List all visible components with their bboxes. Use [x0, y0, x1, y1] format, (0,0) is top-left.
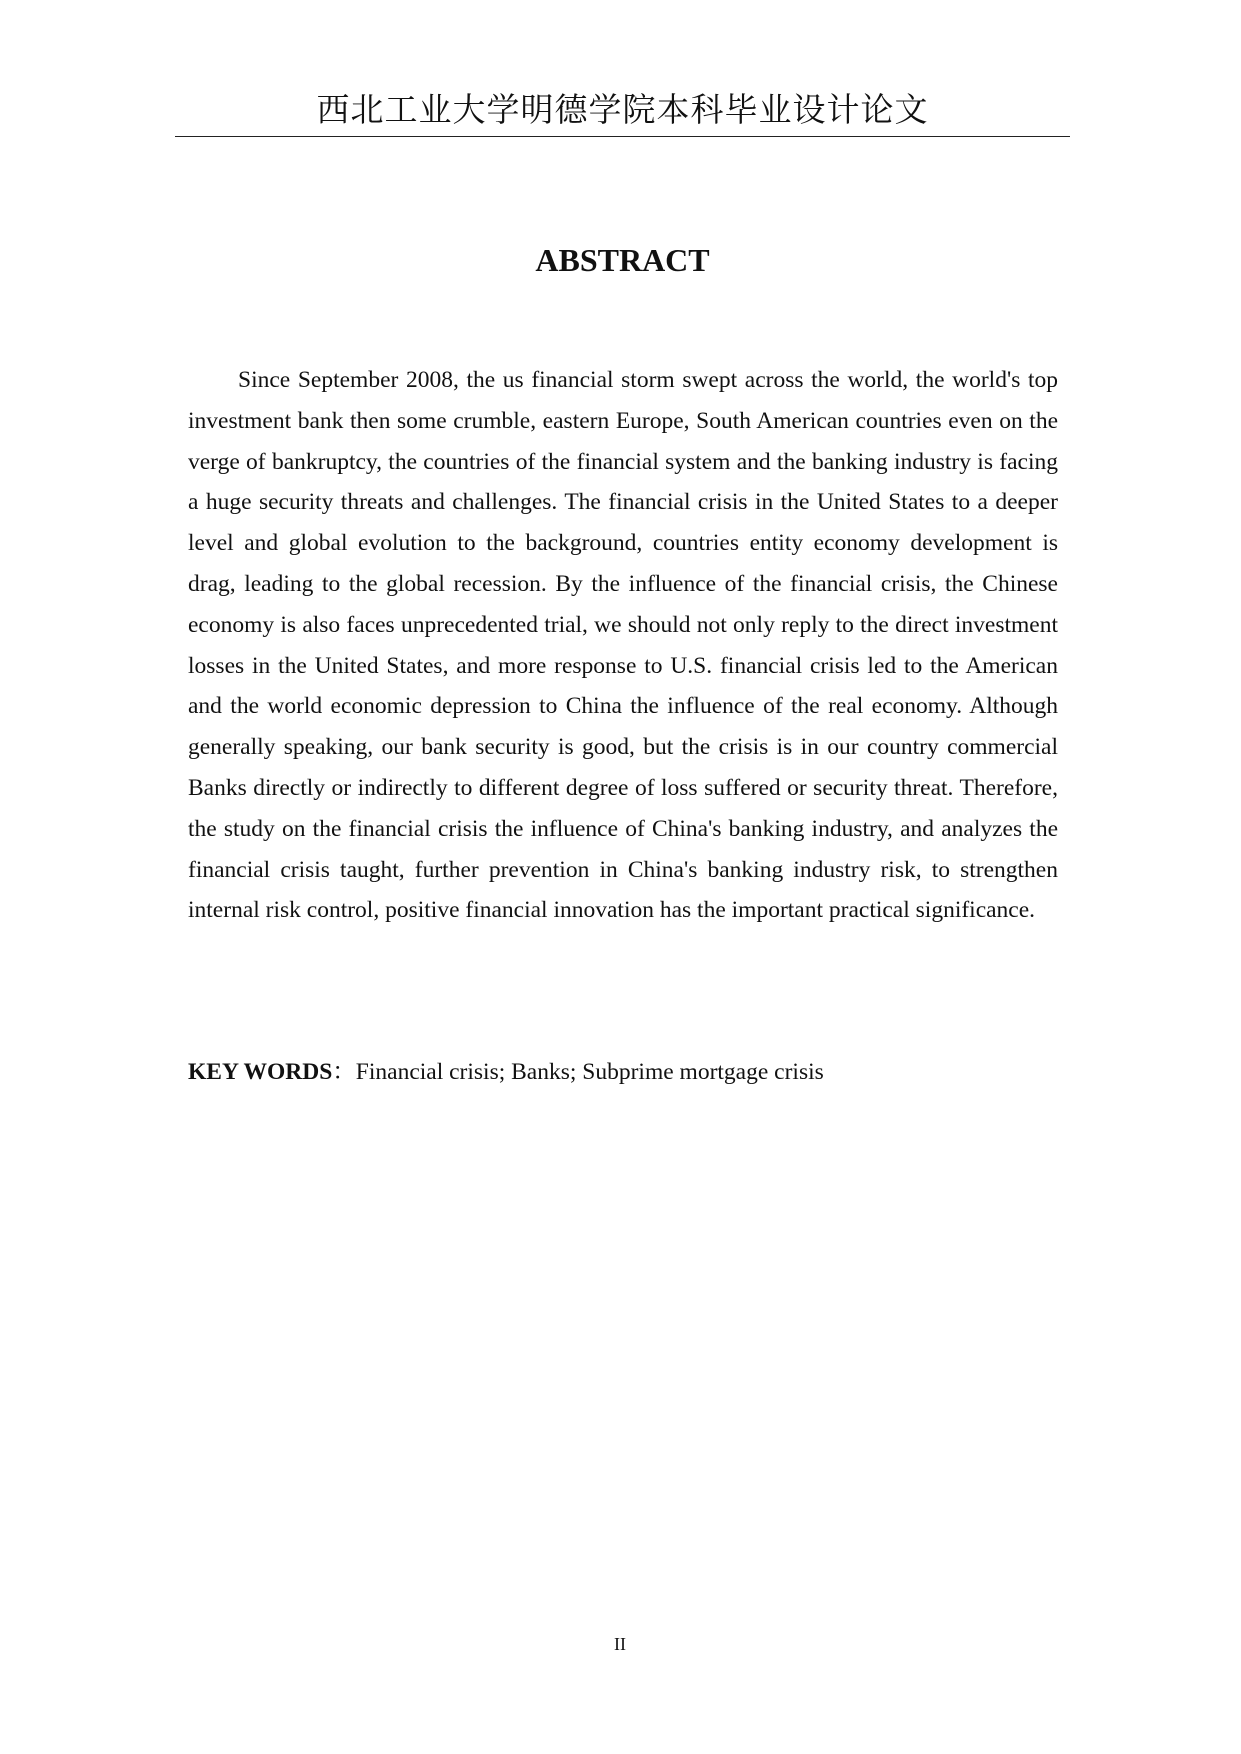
keywords-label: KEY WORDS: [188, 1059, 333, 1085]
abstract-heading: ABSTRACT: [535, 242, 710, 278]
keywords-line: [188, 1052, 1058, 1092]
abstract-paragraph: Since September 2008, the us financial storm swept across the world, the world's top investment bank then some crumble, eastern Europe, South American countries even on the verge of bankruptcy, the countries of the financial system and the banking industry is facing a huge security threats and challenges. The financial crisis in the United States to a deeper level and global evolution to the background, countries entity economy development is drag, leading to the global recession. By the influence of the financial crisis, the Chinese economy is also faces unprecedented trial, we should not only reply to the direct investment losses in the United States, and more response to U.S. financial crisis led to the American and the world economic depression to China the influence of the real economy. Although generally speaking, our bank security is good, but the crisis is in our country commercial Banks directly or indirectly to different degree of loss suffered or security threat. Therefore, the study on the financial crisis the influence of China's banking industry, and analyzes the financial crisis taught, further prevention in China's banking industry risk, to strengthen internal risk control, positive financial innovation has the important practical significance.: [188, 367, 1058, 924]
running-header-title: 西北工业大学明德学院本科毕业设计论文: [316, 90, 929, 129]
page-number: II: [614, 1634, 626, 1654]
keywords-text: Financial crisis; Banks; Subprime mortgage crisis: [355, 1059, 824, 1085]
header-divider: [175, 136, 1070, 137]
keywords-separator: ：: [332, 1059, 356, 1085]
